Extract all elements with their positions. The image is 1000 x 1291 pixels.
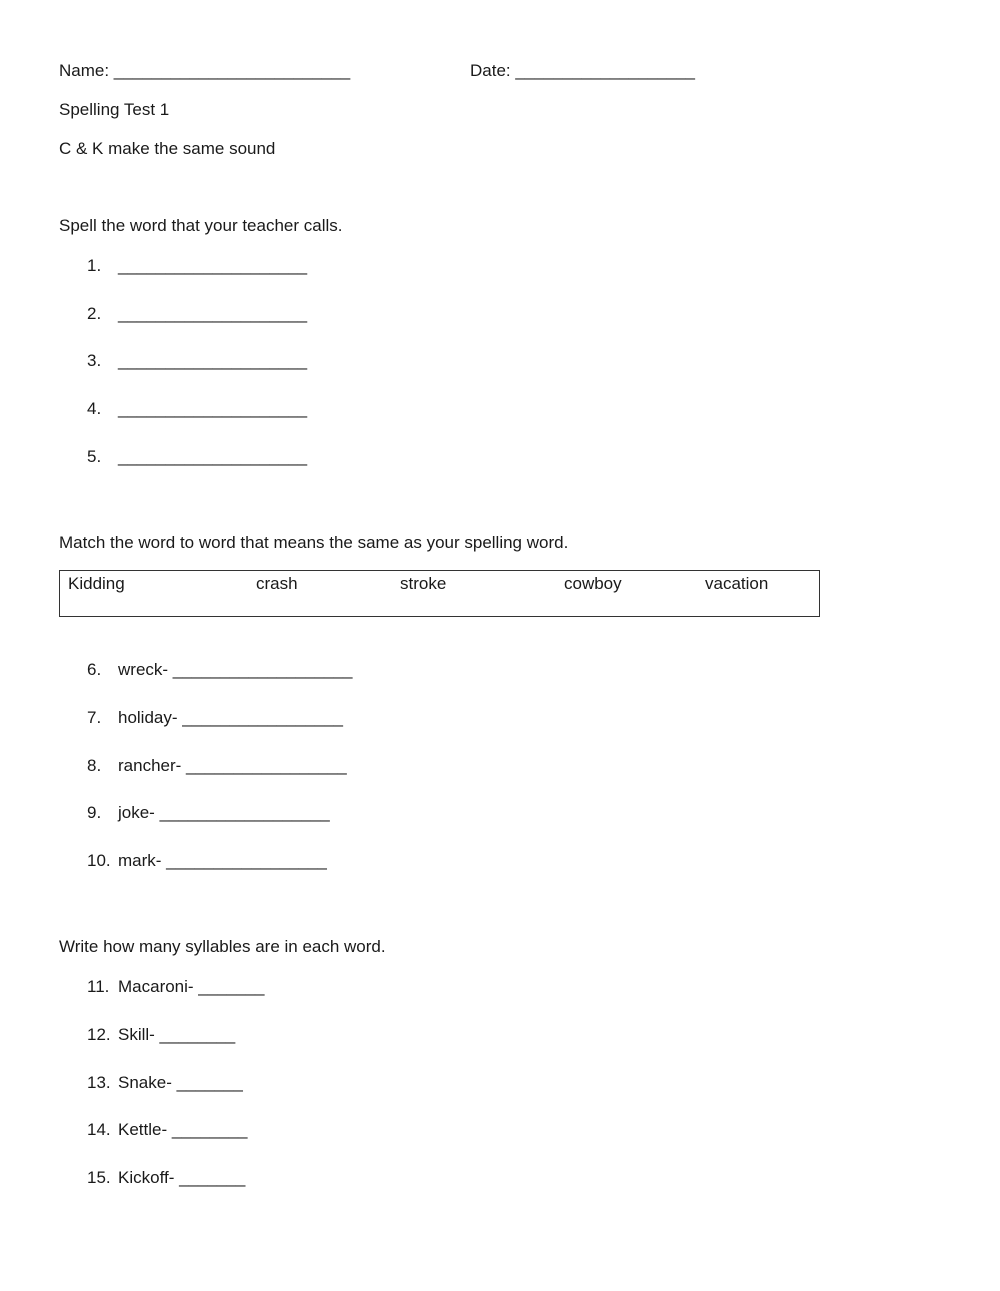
syllable-answer[interactable]: Kettle- ________ [118, 1120, 248, 1139]
item-number: 14. [87, 1120, 111, 1139]
syllable-answer[interactable]: Kickoff- _______ [118, 1168, 246, 1187]
match-answer[interactable]: rancher- _________________ [118, 756, 347, 775]
answer-blank[interactable]: ____________________ [118, 399, 308, 418]
syllable-answer[interactable]: Macaroni- _______ [118, 977, 265, 996]
answer-blank[interactable]: ____________________ [118, 447, 308, 466]
match-answer[interactable]: wreck- ___________________ [118, 660, 353, 679]
item-number: 12. [87, 1025, 111, 1044]
section2-instruction: Match the word to word that means the same as your spelling word. [59, 533, 569, 552]
page-subtitle: C & K make the same sound [59, 139, 276, 158]
section1-instruction: Spell the word that your teacher calls. [59, 216, 343, 235]
section3-instruction: Write how many syllables are in each word. [59, 937, 386, 956]
item-number: 15. [87, 1168, 111, 1187]
item-number: 7. [87, 708, 102, 727]
syllable-answer[interactable]: Snake- _______ [118, 1073, 243, 1092]
item-number: 4. [87, 399, 102, 418]
word-bank-item: cowboy [564, 574, 622, 593]
word-bank-item: crash [256, 574, 298, 593]
item-number: 9. [87, 803, 102, 822]
name-field[interactable]: Name: _________________________ [59, 61, 351, 80]
answer-blank[interactable]: ____________________ [118, 351, 308, 370]
match-answer[interactable]: joke- __________________ [118, 803, 330, 822]
match-answer[interactable]: mark- _________________ [118, 851, 327, 870]
item-number: 1. [87, 256, 102, 275]
item-number: 6. [87, 660, 102, 679]
word-bank-item: Kidding [68, 574, 125, 593]
word-bank-item: stroke [400, 574, 447, 593]
answer-blank[interactable]: ____________________ [118, 256, 308, 275]
word-bank [59, 570, 820, 617]
item-number: 13. [87, 1073, 111, 1092]
syllable-answer[interactable]: Skill- ________ [118, 1025, 236, 1044]
item-number: 3. [87, 351, 102, 370]
item-number: 11. [87, 977, 110, 996]
page-title: Spelling Test 1 [59, 100, 170, 119]
word-bank-item: vacation [705, 574, 769, 593]
item-number: 8. [87, 756, 102, 775]
item-number: 2. [87, 304, 102, 323]
item-number: 5. [87, 447, 102, 466]
answer-blank[interactable]: ____________________ [118, 304, 308, 323]
date-field[interactable]: Date: ___________________ [470, 61, 695, 80]
item-number: 10. [87, 851, 111, 870]
match-answer[interactable]: holiday- _________________ [118, 708, 343, 727]
